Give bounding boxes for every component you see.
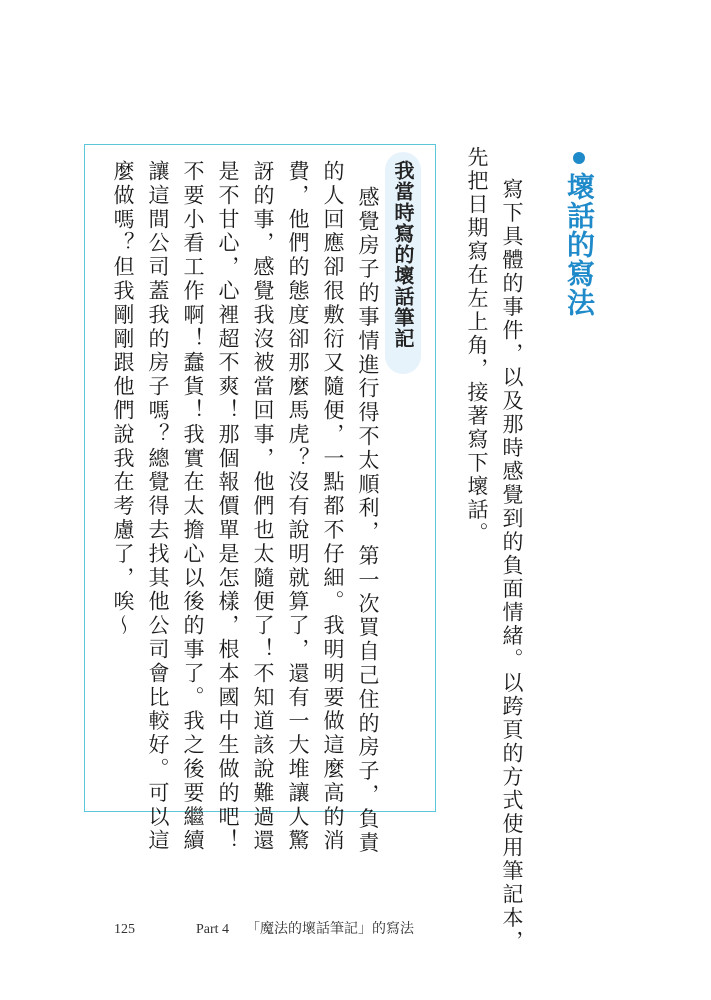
note-line: 讓這間公司蓋我的房子嗎？總覺得去找其他公司會比較好。可以這 <box>146 160 170 854</box>
note-line: 訝的事，感覺我沒被當回事，他們也太隨便了！不知道該說難過還 <box>251 160 275 854</box>
running-chapter-title: 「魔法的壞話筆記」的寫法 <box>246 922 414 937</box>
part-label: Part 4 <box>196 922 230 937</box>
example-title-badge <box>385 152 421 374</box>
page-number: 125 <box>114 922 135 937</box>
note-line: 費，他們的態度卻那麼馬虎？沒有說明就算了，還有一大堆讓人驚 <box>286 160 310 854</box>
bullet-dot-icon <box>573 152 585 164</box>
intro-line: 先把日期寫在左上角，接著寫下壞話。 <box>465 146 489 546</box>
intro-line: 寫下具體的事件，以及那時感覺到的負面情緒。以跨頁的方式使用筆記本， <box>500 178 524 954</box>
note-line: 麼做嗎？但我剛剛跟他們說我在考慮了，唉～ <box>111 160 135 638</box>
note-line: 感覺房子的事情進行得不太順利，第一次買自己住的房子，負責 <box>356 186 380 856</box>
note-line: 是不甘心，心裡超不爽！那個報價單是怎樣，根本國中生做的吧！ <box>216 160 240 854</box>
note-line: 的人回應卻很敷衍又隨便，一點都不仔細。我明明要做這麼高的消 <box>321 160 345 854</box>
note-line: 不要小看工作啊！蠢貨！我實在太擔心以後的事了。我之後要繼續 <box>181 160 205 854</box>
example-title: 我當時寫的壞話筆記 <box>391 160 415 349</box>
section-title: 壞話的寫法 <box>563 172 596 317</box>
